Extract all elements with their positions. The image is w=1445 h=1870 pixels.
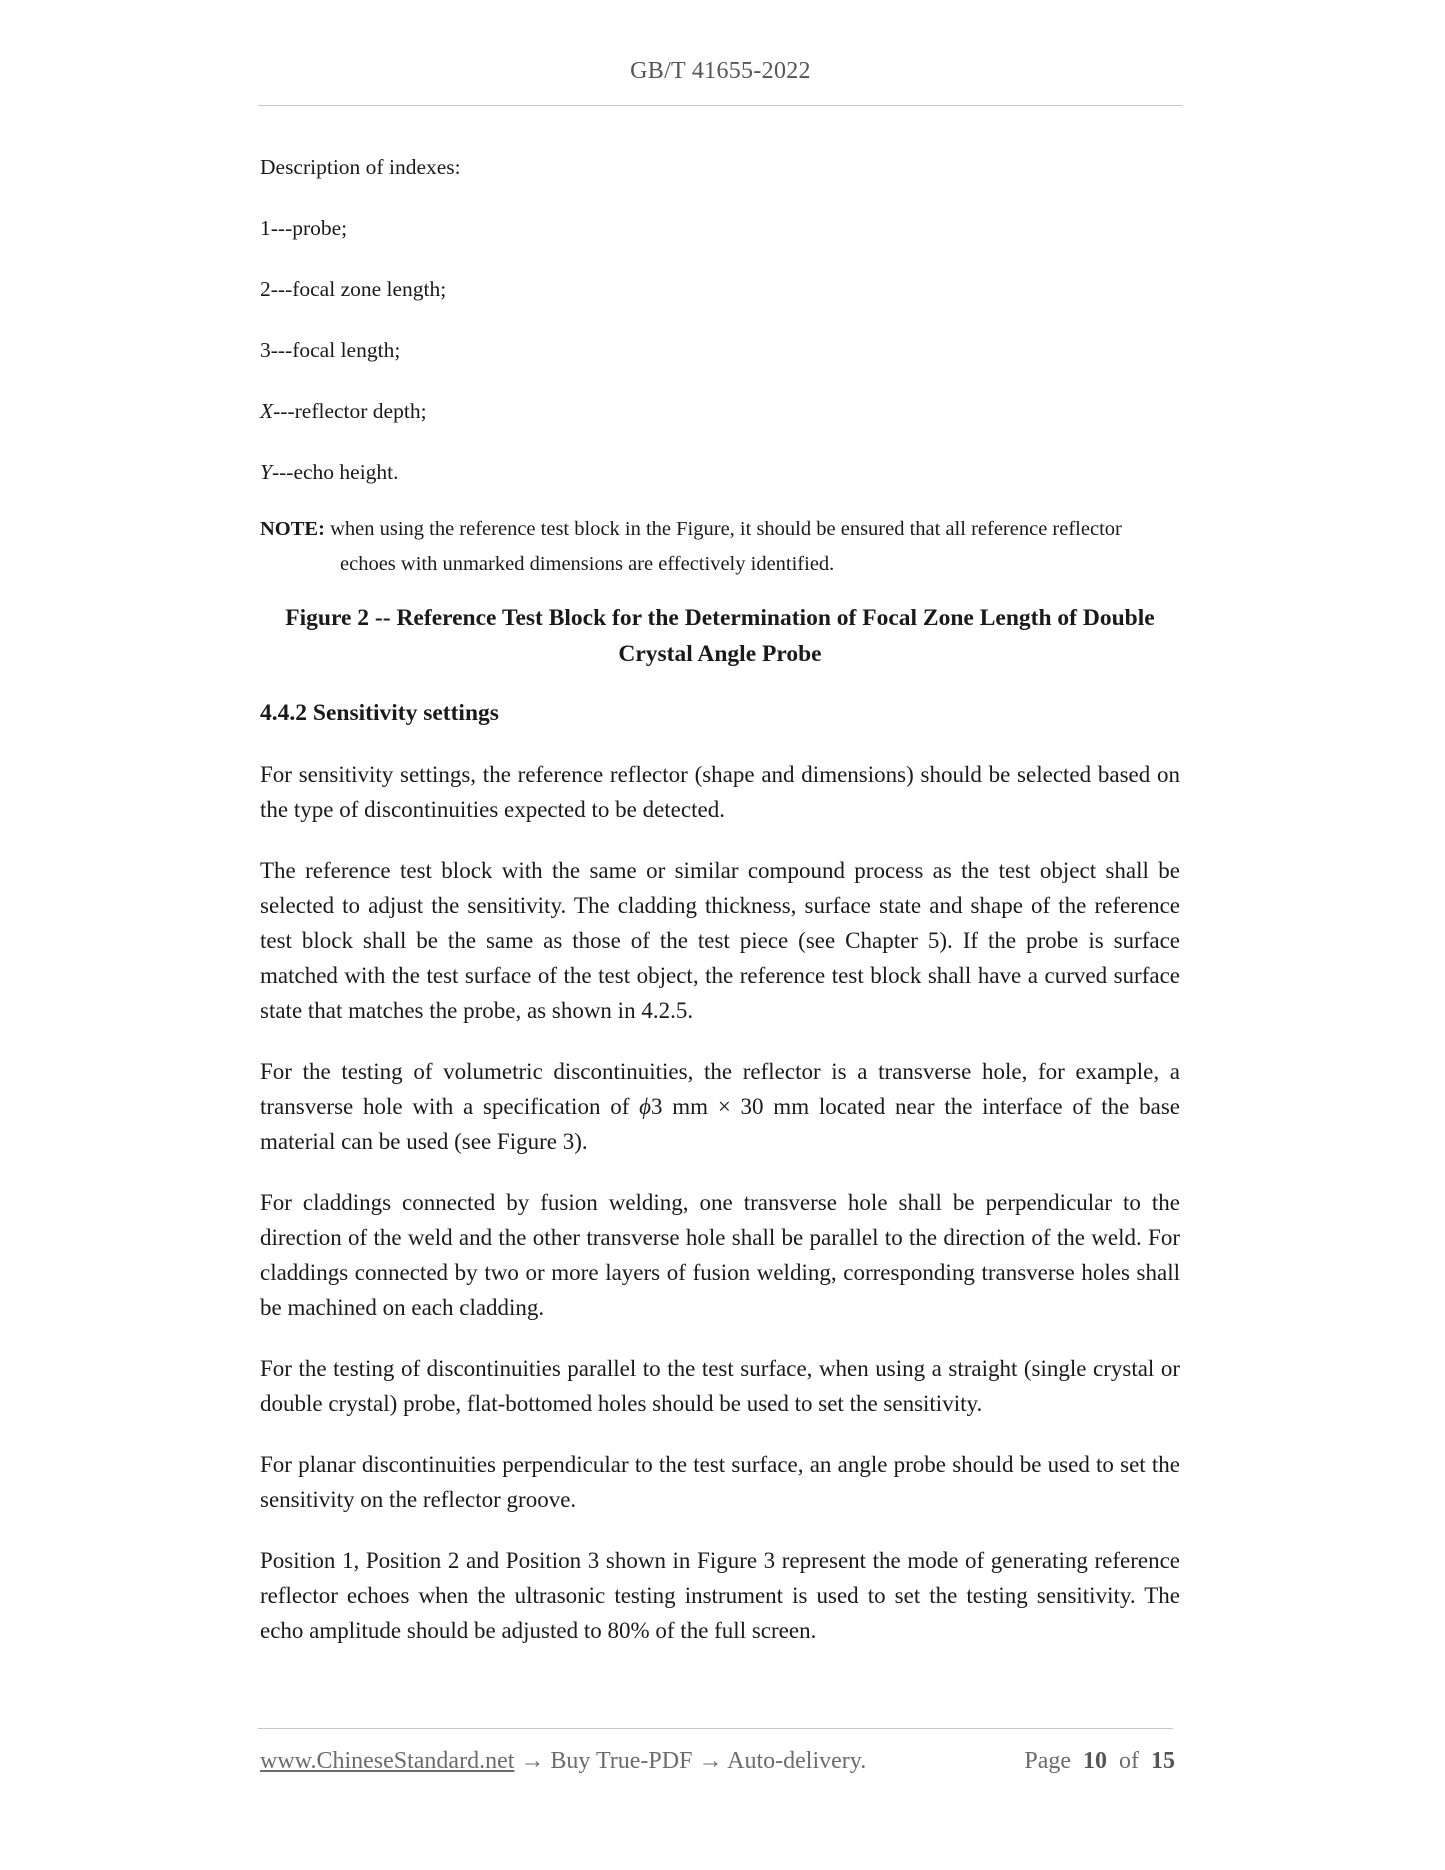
note-text: when using the reference test block in the Figure, it should be ensured that all reference reflector echoes with unmarked dimensions are effectively identified. (324, 518, 1122, 575)
delivery-text: Auto-delivery. (727, 1748, 867, 1774)
arrow-right-icon: → (698, 1748, 723, 1774)
website-link[interactable]: www.ChineseStandard.net (260, 1748, 515, 1774)
header-divider (258, 105, 1183, 106)
page-indicator: Page 10 of 15 (1024, 1748, 1175, 1774)
index-item: Y---echo height. (260, 460, 399, 484)
paragraph: For the testing of discontinuities parallel to the test surface, when using a straight (single crystal or double crystal) probe, flat-bottomed holes should be used to set the sensitivity. (260, 1356, 1180, 1416)
document-header (258, 58, 1183, 85)
index-description-title: Description of indexes: (260, 155, 461, 179)
page-total: 15 (1151, 1748, 1175, 1774)
index-item: 3---focal length; (260, 338, 401, 362)
footer-promo (260, 1748, 866, 1775)
paragraph: For sensitivity settings, the reference reflector (shape and dimensions) should be selected based on the type of discontinuities expected to be detected. (260, 762, 1180, 822)
footer-divider (258, 1728, 1173, 1729)
figure-caption: Figure 2 -- Reference Test Block for the Determination of Focal Zone Length of Double Crystal Angle Probe (285, 605, 1155, 667)
page-footer (260, 1748, 1175, 1775)
buy-text: Buy True-PDF (550, 1748, 693, 1774)
section-heading: 4.4.2 Sensitivity settings (260, 700, 499, 726)
paragraph: Position 1, Position 2 and Position 3 shown in Figure 3 represent the mode of generating reference reflector echoes when the ultrasonic testing instrument is used to set the testing sensitivity. The echo amplitude should be adjusted to 80% of the full screen. (260, 1548, 1180, 1643)
page-number: 10 (1083, 1748, 1107, 1774)
index-item: X---reflector depth; (260, 399, 427, 423)
arrow-right-icon: → (520, 1748, 545, 1774)
paragraph: For claddings connected by fusion welding, one transverse hole shall be perpendicular to the direction of the weld and the other transverse hole shall be parallel to the direction of the weld. For claddings connected by two or more layers of fusion welding, corresponding transverse holes shall be machined on each cladding. (260, 1190, 1180, 1320)
index-item: 2---focal zone length; (260, 277, 447, 301)
phi-symbol: ϕ (639, 1094, 652, 1119)
paragraph: The reference test block with the same or similar compound process as the test object shall be selected to adjust the sensitivity. The cladding thickness, surface state and shape of the reference test block shall be the same as those of the test piece (see Chapter 5). If the probe is surface matched with the test surface of the test object, the reference test block shall have a curved surface state that matches the probe, as shown in 4.2.5. (260, 858, 1180, 1023)
page-body (260, 150, 1180, 1674)
paragraph: For planar discontinuities perpendicular to the test surface, an angle probe should be used to set the sensitivity on the reflector groove. (260, 1452, 1180, 1512)
figure-note (260, 512, 1180, 582)
paragraph: For the testing of volumetric discontinuities, the reflector is a transverse hole, for example, a transverse hole with a specification of ϕ3 mm × 30 mm located near the interface of the base material can be used (see Figure 3). (260, 1059, 1180, 1154)
note-label: NOTE: (260, 518, 325, 540)
index-item: 1---probe; (260, 216, 348, 240)
standard-code: GB/T 41655-2022 (630, 58, 811, 84)
